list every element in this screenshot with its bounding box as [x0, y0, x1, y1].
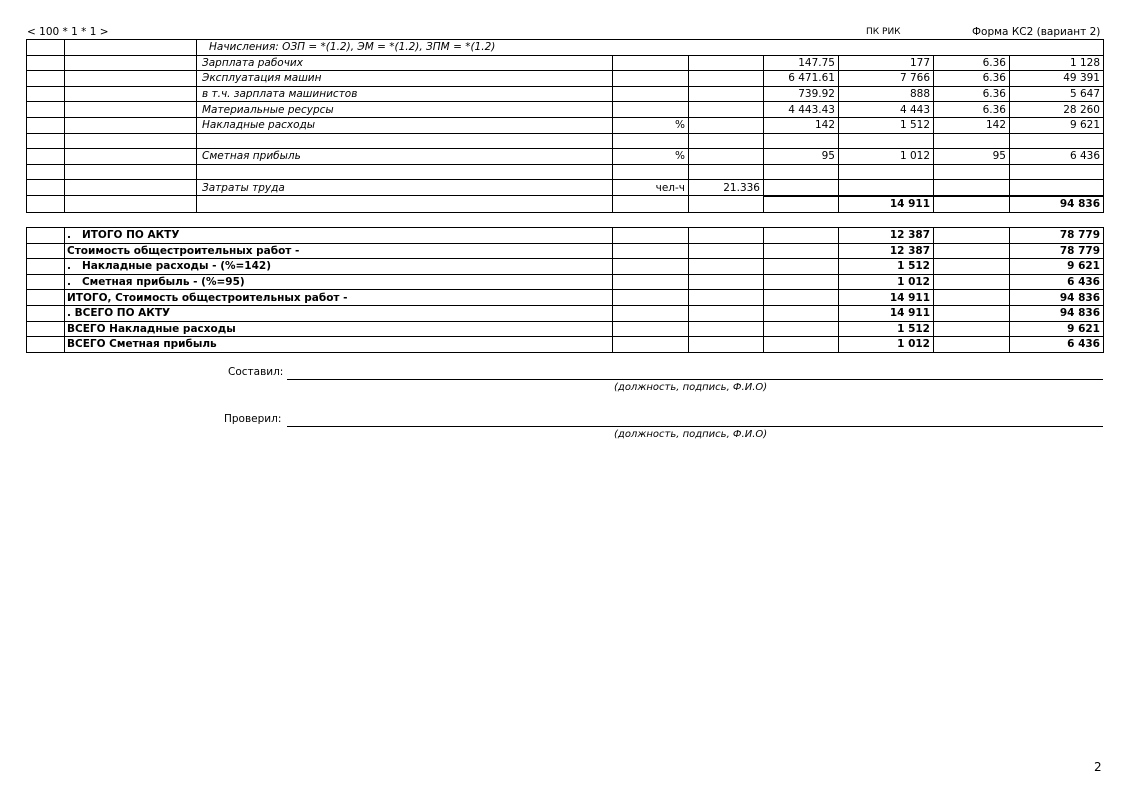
totals-current-cost-cell: 1 512 [839, 321, 934, 337]
row-total-cell: 9 621 [1010, 117, 1104, 133]
table-row [27, 290, 1104, 306]
row-qty-cell [689, 71, 764, 87]
row-code-cell [65, 133, 197, 149]
row-name-cell: Накладные расходы [197, 117, 613, 133]
row-number-cell [27, 290, 65, 306]
blank-cell [689, 305, 764, 321]
row-unit-cell: % [613, 149, 689, 165]
table-row [27, 321, 1104, 337]
blank-cell [689, 196, 764, 212]
row-total-cell: 6 436 [1010, 149, 1104, 165]
table-row [27, 55, 1104, 71]
totals-current-cost-cell: 14 911 [839, 290, 934, 306]
compiled-by-label: Составил: [228, 366, 284, 378]
blank-cell [613, 337, 689, 353]
row-unit-cell [613, 71, 689, 87]
row-current-cost-cell: 1 012 [839, 149, 934, 165]
row-current-cost-cell: 177 [839, 55, 934, 71]
totals-sum-cell: 94 836 [1010, 305, 1104, 321]
blank-cell [613, 290, 689, 306]
blank-cell [764, 259, 839, 275]
blank-cell [934, 259, 1010, 275]
row-name-cell: Зарплата рабочих [197, 55, 613, 71]
table-row [27, 133, 1104, 149]
row-unit-cell: чел-ч [613, 180, 689, 196]
row-number-cell [27, 71, 65, 87]
row-unit-cell [613, 86, 689, 102]
row-number-cell [27, 164, 65, 180]
row-total-cell [1010, 164, 1104, 180]
row-qty-cell [689, 149, 764, 165]
row-number-cell [27, 337, 65, 353]
page-number: 2 [1094, 760, 1102, 774]
row-current-cost-cell [839, 133, 934, 149]
table-row [27, 243, 1104, 259]
totals-current-cost-cell: 12 387 [839, 228, 934, 244]
table-title-row [27, 40, 1104, 56]
row-unit-cell: % [613, 117, 689, 133]
table-row [27, 117, 1104, 133]
row-base-cost-cell [764, 180, 839, 196]
table-row [27, 305, 1104, 321]
row-qty-cell: 21.336 [689, 180, 764, 196]
row-index-cell: 6.36 [934, 86, 1010, 102]
blank-cell [934, 243, 1010, 259]
totals-label-cell: . Накладные расходы - (%=142) [65, 259, 613, 275]
totals-label-cell: . Сметная прибыль - (%=95) [65, 274, 613, 290]
row-name-cell: Затраты труда [197, 180, 613, 196]
blank-cell [934, 305, 1010, 321]
blank-cell [689, 321, 764, 337]
row-unit-cell [613, 164, 689, 180]
table-row [27, 228, 1104, 244]
checked-by-hint: (должность, подпись, Ф.И.О) [614, 429, 768, 440]
row-number-cell [27, 180, 65, 196]
row-number-cell [27, 259, 65, 275]
totals-label-cell: Стоимость общестроительных работ - [65, 243, 613, 259]
row-name-cell: в т.ч. зарплата машинистов [197, 86, 613, 102]
compiled-by-hint: (должность, подпись, Ф.И.О) [614, 382, 768, 393]
blank-cell [689, 243, 764, 259]
compiled-by-line [287, 379, 1103, 380]
blank-cell [27, 196, 65, 212]
row-code-cell [65, 71, 197, 87]
totals-current-cost-cell: 1 512 [839, 259, 934, 275]
row-name-cell: Эксплуатация машин [197, 71, 613, 87]
row-number-cell [27, 243, 65, 259]
act-totals-table [26, 227, 1104, 353]
row-name-cell: Материальные ресурсы [197, 102, 613, 118]
estimate-detail-table [26, 39, 1104, 213]
totals-sum-cell: 78 779 [1010, 243, 1104, 259]
table-row [27, 274, 1104, 290]
blank-cell [613, 305, 689, 321]
table-row [27, 102, 1104, 118]
blank-cell [613, 259, 689, 275]
totals-sum-cell: 9 621 [1010, 259, 1104, 275]
totals-label-cell: . ВСЕГО ПО АКТУ [65, 305, 613, 321]
totals-label-cell: . ИТОГО ПО АКТУ [65, 228, 613, 244]
blank-cell [764, 321, 839, 337]
table-total-row [27, 196, 1104, 212]
totals-current-cost-cell: 12 387 [839, 243, 934, 259]
row-number-cell [27, 228, 65, 244]
row-current-cost-cell: 4 443 [839, 102, 934, 118]
header-form-name: Форма КС2 (вариант 2) [972, 26, 1101, 38]
row-index-cell [934, 164, 1010, 180]
row-base-cost-cell: 95 [764, 149, 839, 165]
totals-label-cell: ИТОГО, Стоимость общестроительных работ - [65, 290, 613, 306]
row-qty-cell [689, 164, 764, 180]
totals-sum-cell: 6 436 [1010, 337, 1104, 353]
row-index-cell: 142 [934, 117, 1010, 133]
row-number-cell [27, 102, 65, 118]
blank-cell [764, 274, 839, 290]
row-base-cost-cell: 739.92 [764, 86, 839, 102]
checked-by-label: Проверил: [224, 413, 282, 425]
total-sum-cell: 94 836 [1010, 196, 1104, 212]
table-row [27, 180, 1104, 196]
blank-cell [934, 274, 1010, 290]
blank-cell [934, 290, 1010, 306]
row-code-cell [65, 117, 197, 133]
blank-cell [613, 243, 689, 259]
blank-cell [764, 243, 839, 259]
blank-cell [934, 196, 1010, 212]
row-code-cell [65, 102, 197, 118]
row-index-cell: 6.36 [934, 102, 1010, 118]
blank-cell [764, 290, 839, 306]
row-total-cell: 1 128 [1010, 55, 1104, 71]
blank-cell [689, 228, 764, 244]
row-number-cell [27, 133, 65, 149]
blank-cell [197, 196, 613, 212]
totals-sum-cell: 9 621 [1010, 321, 1104, 337]
checked-by-line [287, 426, 1103, 427]
row-base-cost-cell: 142 [764, 117, 839, 133]
row-unit-cell [613, 55, 689, 71]
row-code-cell [65, 86, 197, 102]
row-number-cell [27, 321, 65, 337]
blank-cell [934, 321, 1010, 337]
blank-cell [689, 290, 764, 306]
row-current-cost-cell: 7 766 [839, 71, 934, 87]
row-current-cost-cell: 1 512 [839, 117, 934, 133]
row-index-cell: 95 [934, 149, 1010, 165]
row-code-cell [65, 164, 197, 180]
blank-cell [689, 274, 764, 290]
blank-cell [613, 274, 689, 290]
row-qty-cell [689, 55, 764, 71]
row-base-cost-cell: 6 471.61 [764, 71, 839, 87]
row-name-cell: Сметная прибыль [197, 149, 613, 165]
row-number-cell [27, 86, 65, 102]
row-name-cell [197, 164, 613, 180]
blank-cell [613, 196, 689, 212]
row-name-cell [197, 133, 613, 149]
row-number-cell [27, 305, 65, 321]
total-current-cost-cell: 14 911 [839, 196, 934, 212]
row-current-cost-cell [839, 164, 934, 180]
row-total-cell: 5 647 [1010, 86, 1104, 102]
row-total-cell [1010, 133, 1104, 149]
table-row [27, 259, 1104, 275]
blank-cell [689, 259, 764, 275]
table-row [27, 164, 1104, 180]
totals-sum-cell: 94 836 [1010, 290, 1104, 306]
totals-sum-cell: 78 779 [1010, 228, 1104, 244]
totals-current-cost-cell: 1 012 [839, 337, 934, 353]
row-code-cell [65, 55, 197, 71]
row-base-cost-cell: 147.75 [764, 55, 839, 71]
blank-cell [934, 337, 1010, 353]
blank-cell [613, 321, 689, 337]
row-base-cost-cell [764, 133, 839, 149]
row-number-cell [27, 117, 65, 133]
accruals-title: Начисления: ОЗП = *(1.2), ЭМ = *(1.2), ЗПМ = *(1.2) [197, 40, 1104, 56]
blank-cell [764, 337, 839, 353]
row-index-cell: 6.36 [934, 55, 1010, 71]
row-total-cell: 28 260 [1010, 102, 1104, 118]
totals-current-cost-cell: 1 012 [839, 274, 934, 290]
blank-cell [689, 337, 764, 353]
blank-cell [764, 196, 839, 212]
row-current-cost-cell: 888 [839, 86, 934, 102]
blank-cell [934, 228, 1010, 244]
blank-cell [65, 196, 197, 212]
row-qty-cell [689, 133, 764, 149]
row-current-cost-cell [839, 180, 934, 196]
table-row [27, 71, 1104, 87]
table-row [27, 149, 1104, 165]
totals-sum-cell: 6 436 [1010, 274, 1104, 290]
totals-label-cell: ВСЕГО Сметная прибыль [65, 337, 613, 353]
blank-cell [764, 305, 839, 321]
table-row [27, 86, 1104, 102]
row-unit-cell [613, 133, 689, 149]
row-qty-cell [689, 86, 764, 102]
row-index-cell: 6.36 [934, 71, 1010, 87]
row-unit-cell [613, 102, 689, 118]
blank-cell [613, 228, 689, 244]
row-base-cost-cell [764, 164, 839, 180]
row-index-cell [934, 133, 1010, 149]
row-number-cell [27, 55, 65, 71]
totals-current-cost-cell: 14 911 [839, 305, 934, 321]
row-code-cell [65, 180, 197, 196]
row-qty-cell [689, 117, 764, 133]
table-row [27, 337, 1104, 353]
header-program-name: ПК РИК [866, 27, 901, 37]
row-base-cost-cell: 4 443.43 [764, 102, 839, 118]
row-code-cell [65, 149, 197, 165]
totals-label-cell: ВСЕГО Накладные расходы [65, 321, 613, 337]
header-left-code: < 100 * 1 * 1 > [27, 26, 109, 38]
row-number-cell [27, 274, 65, 290]
blank-cell [764, 228, 839, 244]
row-qty-cell [689, 102, 764, 118]
row-total-cell: 49 391 [1010, 71, 1104, 87]
row-total-cell [1010, 180, 1104, 196]
row-number-cell [27, 149, 65, 165]
row-index-cell [934, 180, 1010, 196]
